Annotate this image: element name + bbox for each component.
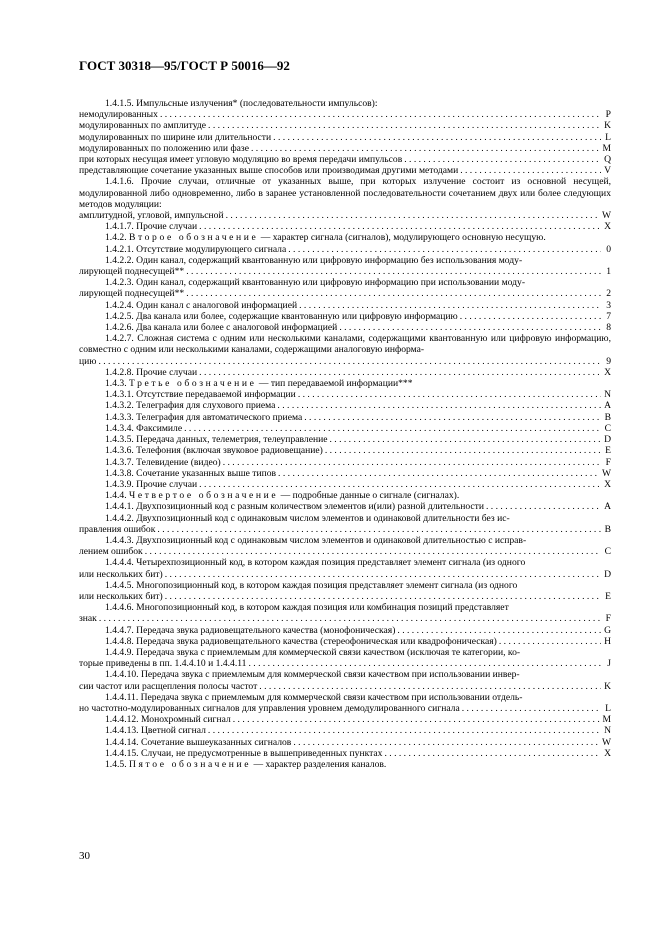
section-heading: 1.4.1.5. Импульсные излучения* (последовательности импульсов): <box>105 98 378 109</box>
code-list-item: при которых несущая имеет угловую модуляцию во время передачи импульсов . . . Q <box>79 154 611 165</box>
code-list-item: 1.4.2.6. Два канала или более с аналоговой информацией . . . 8 <box>79 322 611 333</box>
code-list-item: 1.4.2.5. Два канала или более, содержащие квантованную или цифровую информацию . . . 7 <box>79 311 611 322</box>
code-list-item: 1.4.2.1. Отсутствие модулирующего сигнала . . . 0 <box>79 244 611 255</box>
code-list-item: 1.4.4.1. Двухпозиционный код с разным количеством элементов и(или) разной длительности . . . A <box>79 501 611 512</box>
code-list-item: 1.4.4.14. Сочетание вышеуказанных сигналов . . . W <box>79 737 611 748</box>
code-list-item: амплитудной, угловой, импульсной . . . W <box>79 210 611 221</box>
code-list-item: 1.4.3.2. Телеграфия для слухового приема . . . A <box>79 400 611 411</box>
code-list-item: 1.4.3.4. Факсимиле . . . C <box>79 423 611 434</box>
code-list-item: 1.4.4.13. Цветной сигнал . . . N <box>79 725 611 736</box>
section-term: Третье обозначение <box>129 378 257 390</box>
section-term: Четвертое обозначение <box>129 490 279 502</box>
code-list-item: 1.4.2.8. Прочие случаи . . . X <box>79 367 611 378</box>
code-list-item: модулированных по положению или фазе . . . M <box>79 143 611 154</box>
code-list-item: 1.4.3.6. Телефония (включая звуковое радиовещание) . . . E <box>79 445 611 456</box>
code-list-item: 1.4.3.5. Передача данных, телеметрия, телеуправление . . . D <box>79 434 611 445</box>
section-heading: 1.4.5. Пятое обозначение — характер разделения каналов. <box>105 758 387 770</box>
code-list-item: 1.4.3.3. Телеграфия для автоматического приема . . . B <box>79 412 611 423</box>
code-list-item: немодулированных . . . P <box>79 109 611 120</box>
code-list-item-line: 1.4.4.5. Многопозиционный код, в котором каждая позиция представляет элемент сигнала (из одного <box>105 579 518 591</box>
section-term: Пятое обозначение <box>129 758 252 770</box>
code-list-item-line: 1.4.4.3. Двухпозиционный код с одинаковым числом элементов и одинаковой длительностью с исправ- <box>105 534 527 546</box>
code-list-item: представляющие сочетание указанных выше способов или производимая другими методами . . . V <box>79 165 611 176</box>
code-list-item: или нескольких бит) . . . E <box>79 591 611 602</box>
code-list-item-line: 1.4.2.2. Один канал, содержащий квантованную или цифровую информацию без использования моду- <box>105 254 523 266</box>
code-list-item: или нескольких бит) . . . D <box>79 569 611 580</box>
section-paragraph: 1.4.1.6. Прочие случаи, отличные от указанных выше, при которых излучение состоит из основной несущей, модулированной либо одновременно, либо в заранее установленной последовательности сочетанием двух или более следующих методов модуляции: <box>79 176 611 210</box>
document-body <box>79 98 611 770</box>
section-paragraph: 1.4.2.7. Сложная система с одним или несколькими каналами, содержащими квантованную или цифровую информацию, совместно с одним или несколькими каналами, содержащими аналоговую информа- <box>79 333 611 356</box>
section-heading: 1.4.2. Второе обозначение — характер сигнала (сигналов), модулирующего основную несущую. <box>105 232 546 244</box>
code-list-item: сии частот или расщепления полосы частот . . . K <box>79 681 611 692</box>
code-list-item-line: 1.4.2.3. Один канал, содержащий квантованную или цифровую информацию при использовании моду- <box>105 277 526 289</box>
code-list-item-line: 1.4.4.4. Четырехпозиционный код, в котором каждая позиция представляет элемент сигнала (из одного <box>105 557 526 569</box>
code-list-item-line: 1.4.4.10. Передача звука с приемлемым для коммерческой связи качеством при использовании инвер- <box>105 669 520 681</box>
code-list-item: лирующей поднесущей** . . . 2 <box>79 288 611 299</box>
code-list-item: торые приведены в пп. 1.4.4.10 и 1.4.4.11 . . . J <box>79 658 611 669</box>
page-number: 30 <box>79 850 90 862</box>
code-list-item: знак . . . F <box>79 613 611 624</box>
code-list-item: 1.4.4.15. Случаи, не предусмотренные в вышеприведенных пунктах . . . X <box>79 748 611 759</box>
code-list-item: 1.4.3.8. Сочетание указанных выше типов . . . W <box>79 468 611 479</box>
section-heading: 1.4.3. Третье обозначение — тип передаваемой информации*** <box>105 378 413 390</box>
code-list-item: 1.4.4.8. Передача звука радиовещательного качества (стереофоническая или квадрофоническая) . . . H <box>79 636 611 647</box>
code-list-item: лирующей поднесущей** . . . 1 <box>79 266 611 277</box>
code-list-item: правления ошибок . . . B <box>79 524 611 535</box>
code-list-item-line: 1.4.4.2. Двухпозиционный код с одинаковым числом элементов и одинаковой длительности без ис- <box>105 512 510 524</box>
code-list-item: цию . . . 9 <box>79 356 611 367</box>
code-list-item-line: 1.4.4.6. Многопозиционный код, в котором каждая позиция или комбинация позиций представляет <box>105 602 509 614</box>
code-list-item: 1.4.2.4. Один канал с аналоговой информацией . . . 3 <box>79 300 611 311</box>
code-list-item: 1.4.1.7. Прочие случаи . . . X <box>79 221 611 232</box>
code-list-item: 1.4.3.7. Телевидение (видео) . . . F <box>79 457 611 468</box>
code-list-item: но частотно-модулированных сигналов для управления уровнем демодулированного сигнала . . . L <box>79 703 611 714</box>
code-list-item: 1.4.4.7. Передача звука радиовещательного качества (монофоническая) . . . G <box>79 625 611 636</box>
section-heading: 1.4.4. Четвертое обозначение — подробные данные о сигнале (сигналах). <box>105 490 460 502</box>
code-list-item: 1.4.3.1. Отсутствие передаваемой информации . . . N <box>79 389 611 400</box>
section-term: Второе обозначение <box>129 232 259 244</box>
code-list-item: 1.4.4.12. Монохромный сигнал . . . M <box>79 714 611 725</box>
code-list-item: модулированных по амплитуде . . . K <box>79 120 611 131</box>
code-list-item-line: 1.4.4.9. Передача звука с приемлемым для коммерческой связи качеством (исключая те категории, ко- <box>105 646 521 658</box>
code-list <box>79 109 611 176</box>
code-list-item: лением ошибок . . . C <box>79 546 611 557</box>
document-header: ГОСТ 30318—95/ГОСТ Р 50016—92 <box>79 58 290 73</box>
code-list-item-line: 1.4.4.11. Передача звука с приемлемым для коммерческой связи качеством при использовании отдель- <box>105 691 523 703</box>
code-list-item: 1.4.3.9. Прочие случаи . . . X <box>79 479 611 490</box>
code-list-item: модулированных по ширине или длительности . . . L <box>79 132 611 143</box>
